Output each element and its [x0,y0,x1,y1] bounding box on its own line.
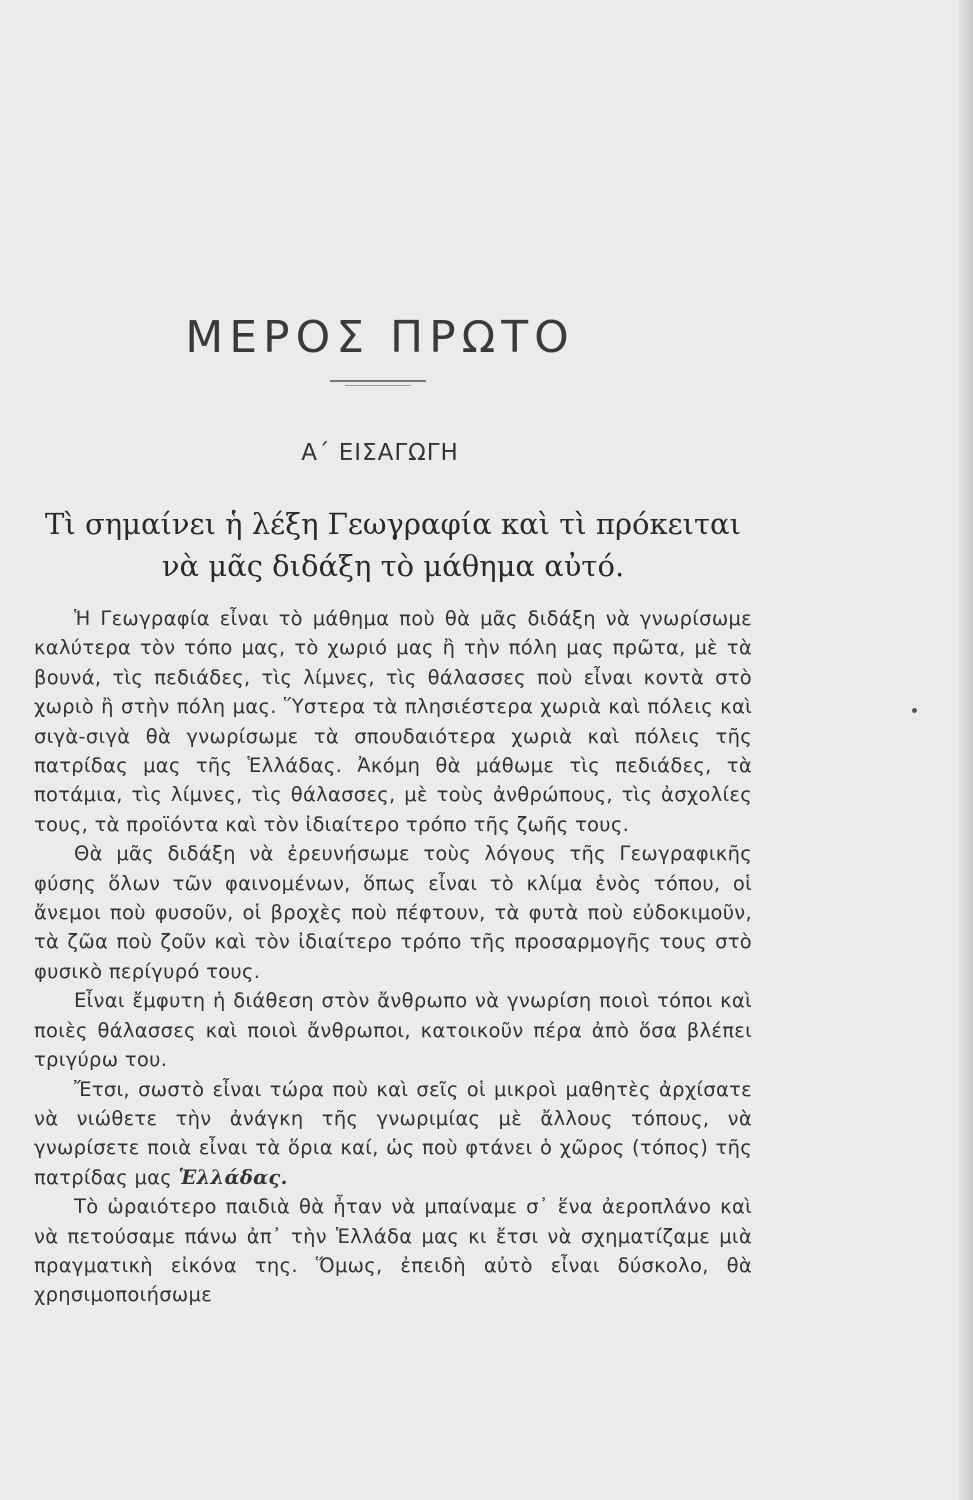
paragraph-1: Ἡ Γεωγραφία εἶναι τὸ μάθημα ποὺ θὰ μᾶς διδάξη νὰ γνωρίσωμε καλύτερα τὸν τόπο μας, τὸ χωριό μας ἢ τὴν πόλη μας πρῶτα, μὲ τὰ βουνά, τὶς πεδιάδες, τὶς λίμνες, τὶς θάλασσες ποὺ εἶναι κοντὰ στὸ χωριὸ ἢ στὴν πόλη μας. Ὕστερα τὰ πλησιέστερα χωριὰ καὶ πόλεις καὶ σιγὰ-σιγὰ θὰ γνωρίσωμε τὰ σπουδαιότερα χωριὰ καὶ πόλεις τῆς πατρίδας μας τῆς Ἑλλάδας. Ἀκόμη θὰ μάθωμε τὶς πεδιάδες, τὰ ποτάμια, τὶς λίμνες, τὶς θάλασσες, μὲ τοὺς ἀνθρώπους, τὶς ἀσχολίες τους, τὰ προϊόντα καὶ τὸν ἰδιαίτερο τρόπο τῆς ζωῆς τους. [34,607,752,836]
title-rule [330,380,426,382]
section-title: Α΄ ΕΙΣΑΓΩΓΗ [301,440,459,466]
chapter-heading [34,503,752,587]
part-title: ΜΕΡΟΣ ΠΡΩΤΟ [185,312,575,363]
ink-speck [912,708,917,713]
paragraph-4-emphasis: Ἑλλάδας. [178,1165,288,1189]
paragraph-3: Εἶναι ἔμφυτη ἡ διάθεση στὸν ἄνθρωπο νὰ γνωρίση ποιοὶ τόποι καὶ ποιὲς θάλασσες καὶ ποιοὶ ἄνθρωποι, κατοικοῦν πέρα ἀπὸ ὅσα βλέπει τριγύρω του. [34,989,752,1072]
paragraph-2: Θὰ μᾶς διδάξη νὰ ἐρευνήσωμε τοὺς λόγους τῆς Γεωγραφικῆς φύσης ὅλων τῶν φαινομένων, ὅπως εἶναι τὸ κλίμα ἑνὸς τόπου, οἱ ἄνεμοι ποὺ φυσοῦν, οἱ βροχὲς ποὺ πέφτουν, τὰ φυτὰ ποὺ εὐδοκιμοῦν, τὰ ζῶα ποὺ ζοῦν καὶ τὸν ἰδιαίτερο τρόπο τῆς προσαρμογῆς τους στὸ φυσικὸ περίγυρό τους. [34,842,752,983]
paragraph-4-text: Ἔτσι, σωστὸ εἶναι τώρα ποὺ καὶ σεῖς οἱ μικροὶ μαθητὲς ἀρχίσατε νὰ νιώθετε τὴν ἀνάγκη τῆς γνωριμίας μὲ ἄλλους τόπους, νὰ γνωρίσετε ποιὰ εἶναι τὰ ὅρια καί, ὡς ποὺ φτάνει ὁ χῶρος (τόπος) τῆς πατρίδας μας [34,1077,752,1189]
title-rule-secondary [345,385,411,386]
heading-line-2: νὰ μᾶς διδάξη τὸ μάθημα αὐτό. [161,549,625,583]
paragraph-4 [34,1075,752,1193]
page-edge [959,0,973,1500]
paragraph-5: Τὸ ὡραιότερο παιδιὰ θὰ ἦταν νὰ μπαίναμε σ᾿ ἕνα ἀεροπλάνο καὶ νὰ πετούσαμε πάνω ἀπ᾿ τὴν Ἑλλάδα μας κι ἔτσι νὰ σχηματίζαμε μιὰ πραγματικὴ εἰκόνα της. Ὅμως, ἐπειδὴ αὐτὸ εἶναι δύσκολο, θὰ χρησιμοποιήσωμε [34,1195,752,1307]
heading-line-1: Τὶ σημαίνει ἡ λέξη Γεωγραφία καὶ τὶ πρόκειται [45,507,741,541]
body-text [34,604,752,1310]
